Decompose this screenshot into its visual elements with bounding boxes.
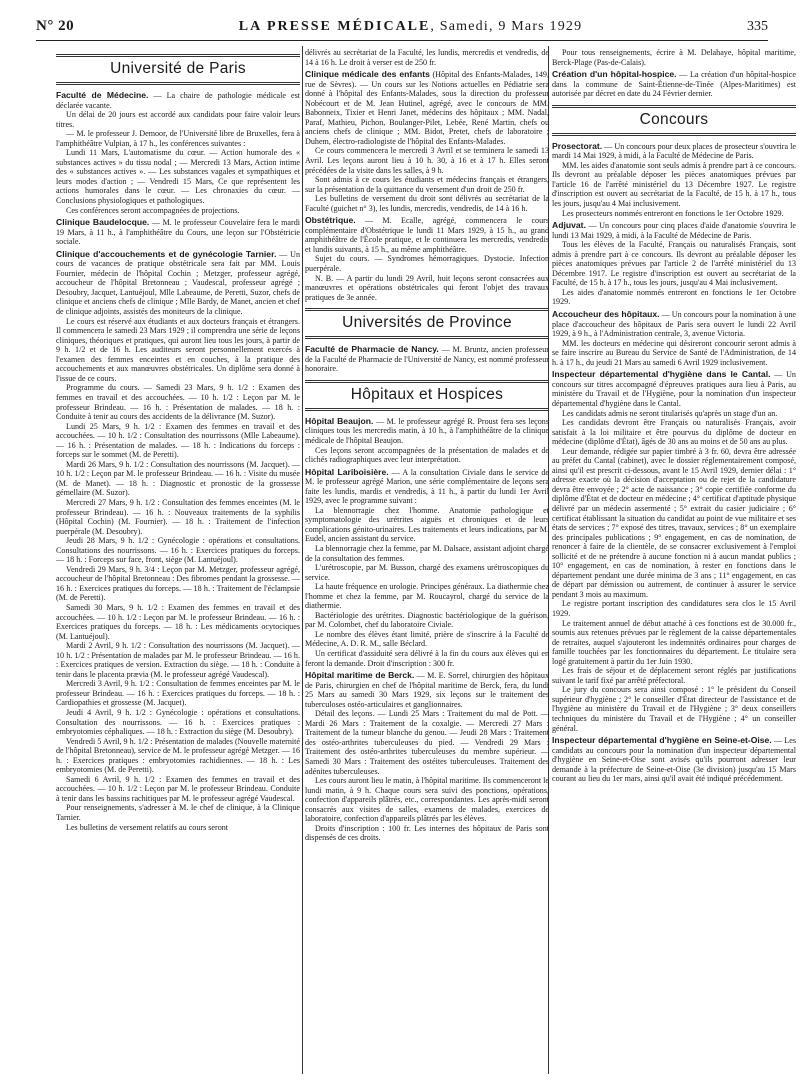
paragraph-text: Tous les élèves de la Faculté, Français ou naturalisés Français, sont admis à prendre part à ce concours. Ils devront au préalable déposer les pièces anatomiques prévues par l'article 2 de l'arrêté ministériel du 13 Décembre 1917. Le registre d'inscription est ouvert au secrétariat de la Faculté, de 15 h. à 17 h., tous les jours, jusqu'au 4 Mai inclusivement. [552,240,796,288]
paragraph [552,447,796,600]
paragraph [56,91,300,110]
paragraph [305,611,549,630]
paragraph-text: La blennorragie chez la femme, par M. Dalsace, assistant adjoint chargé de la consultation des femmes. [305,543,549,563]
paragraph-text: — M. Ecalle, agrégé, commencera le cours complémentaire d'Obstétrique le lundi 11 Mars 1929, à 15 h., au grand amphithéâtre de l'École pratique, et le continuera les mercredis, vendredis et lundis suivants, à 15 h., au même amphithéâtre. [305,216,549,254]
paragraph-text: N. B. — A partir du lundi 29 Avril, huit leçons seront consacrées aux manœuvres et opérations obstétricales qui feront l'objet des travaux pratiques de 3e année. [305,273,549,302]
paragraph-text: Le jury du concours sera ainsi composé : 1° le président du Conseil supérieur d'hygiène ; 2° le conseiller d'État directeur de l'assistance et de l'hygiène au ministère du Travail et de l'Hygiène ; 3° deux conseillers techniques du ministère du Travail et de l'Hygiène ; 4° un conseiller général. [552,685,796,733]
paragraph [56,383,300,421]
paragraph-text: MM. les aides d'anatomie sont seuls admis à prendre part à ce concours. Ils devront au préalable déposer les pièces anatomiques prévues par l'article 16 de l'arrêté ministériel du 13 Décembre 1927. Le registre d'inscription est ouvert au secrétariat de la Faculté, de 15 h. à 17 h., tous les jours, jusqu'au 4 Mai inclusivement. [552,160,796,209]
paragraph [56,250,300,317]
paragraph-text: — Un concours sur titres accompagné d'épreuves pratiques aura lieu à Paris, au ministère du Travail et de l'Hygiène, pour la nomination d'un inspecteur départemental d'hygiène dans le Cantal. [552,370,796,408]
paragraph-text: Vendredi 5 Avril, 9 h. 1/2 : Présentation de malades (Nouvelle maternité de l'hôpital Bretonneau), service de M. le professeur agrégé Metzger. — 16 h. : Exercices pratiques : embryotomies rachidiennes. — 18 h. : Les embryotomies (M. de Peretti). [56,736,300,775]
paragraph-text: — Les candidats au concours pour la nomination d'un inspecteur départemental d'hygiène en Seine-et-Oise sont avisés qu'ils pourront adresser leur demande à la préfecture de Seine-et-Oise (3e division) jusqu'au 15 Mars courant au lieu du 1er mars, ainsi qu'il avait été indiqué précédemment. [552,736,796,784]
paragraph-text: Mercredi 3 Avril, 9 h. 1/2 : Consultation de femmes enceintes par M. le professeur Brindeau. — 16 h. : Exercices pratiques du forceps. — 18 h. : Cardiopathies et grossesse (M. Jacquet). [56,679,300,708]
paragraph-text: — A la consultation Civiale dans le service de M. le professeur agrégé Marion, une série complémentaire de leçons sera faite les lundis, mardis et vendredis, à 11 h., à partir du lundi 1er Avril 1929, avec le programme suivant : [305,467,549,506]
paragraph [56,823,300,833]
paragraph [56,565,300,603]
paragraph [305,417,549,446]
column-3 [552,48,796,1076]
section-title-province: Universités de Province [305,308,549,339]
paragraph-text: Leur demande, rédigée sur papier timbré à 3 fr. 60, devra être adressée au préfet du Cantal (cabinet), avec le dossier réglementairement composé, ainsi qu'il est prescrit ci-dessous, avant le 15 Avril 1929, dernier délai : 1° adresse exacte où la décision d'acceptation ou de rejet de la candidature devra être envoyée ; 2° acte de naissance ; 3° copie certifiée conforme du diplôme d'État et de docteur en médecine ; 4° certificat d'aptitude physique délivré par un médecin assermenté ; 5° extrait du casier judiciaire ; 6° certificat établissant la situation du candidat au point de vue militaire et ses états de services ; 7° exposé des titres, travaux, services ; 8° un exemplaire des principales publications ; 9° engagement, en cas de nomination, de renoncer à faire de la clientèle, de se consacrer exclusivement à l'emploi sollicité et de ne prétendre à aucune fonction ni à aucun mandat publics ; 10° engagement, en cas de nomination, à rester en fonctions dans le département pendant une durée minima de 3 ans ; 11° engagement, en cas de départ par démission ou autrement, de continuer à assurer le service pendant 3 mois au maximum. [552,446,796,599]
section-title-hopitaux: Hôpitaux et Hospices [305,380,549,411]
header-rule [36,40,768,41]
paragraph-text: — Un concours pour cinq places d'aide d'anatomie s'ouvrira le lundi 13 Mai 1929, à midi, à la Faculté de Médecine de Paris. [552,221,796,240]
paragraph [56,498,300,536]
paragraph-text: (Hôpital des Enfants-Malades, 149, rue de Sèvres). — Un cours sur les Notions actuelles en Pédiatrie sera donné à l'hôpital des Enfants-Malades, sous la direction du professeur Nobécourt et de M. Jean Hutinel, agrégé, avec le concours de MM. Babonneix, Tixier et Henri Janet, médecins des hôpitaux ; MM. Nadal, Paraf, Mathieu, Pichon, Boulanger-Pilet, Lebée, René Martin, chefs ou anciens chefs de clinique ; MM. Bidot, Pretet, chefs de laboratoire ; Duhem, électro-radiologiste de l'hôpital des Enfants-Malades. [305,70,549,146]
paragraph [305,345,549,374]
paragraph-text: Programme du cours. — Samedi 23 Mars, 9 h. 1/2 : Examen des femmes en travail et des accouchées. — 10 h. 1/2 : Leçon par M. le professeur Brindeau. — 16 h. : Présentation de malades. — 18 h. : Conduite à tenir au cours des accidents de la délivrance (M. Suzor). [56,383,300,422]
paragraph [552,666,796,685]
paragraph [56,129,300,148]
paragraph [552,70,796,99]
paragraph-heading: Création d'un hôpital-hospice. [552,69,677,80]
paragraph-text: Bactériologie des urétrites. Diagnostic bactériologique de la guérison, par M. Colombet, chef du laboratoire Civiale. [305,610,549,630]
paragraph-heading: Adjuvat. [552,220,586,231]
paragraph-heading: Faculté de Pharmacie de Nancy. [305,344,439,355]
paragraph [56,775,300,804]
paragraph-heading: Clinique Baudelocque. [56,217,150,228]
paragraph [552,685,796,733]
paragraph-text: Lundi 11 Mars, L'automatisme du cœur. — Action humorale des « substances actives » du tissu nodal ; — Mercredi 13 Mars, Action intime des « substances actives ». — Les substances vagales et sympathiques et leurs modes d'action ; — Vendredi 15 Mars, Ce que représentent les actions humorales dans le cœur. — Les chronaxies du cœur. — Conclusions physiologiques et pathologiques. [56,148,300,206]
paragraph [56,218,300,247]
paragraph-heading: Inspecteur départemental d'hygiène dans le Cantal. [552,369,771,380]
paragraph-heading: Prosectorat. [552,140,603,151]
paragraph [552,48,796,67]
paragraph [552,339,796,368]
paragraph-text: Les bulletins de versement relatifs au cours seront [66,822,229,832]
paragraph-text: — Un concours pour deux places de prosecteur s'ouvrira le mardi 14 Mai 1929, à midi, à la Faculté de Médecine de Paris. [552,141,796,161]
paragraph [305,563,549,582]
page-header [36,18,768,40]
continued-paragraph: délivrés au secrétariat de la Faculté, les lundis, mercredis et vendredis, de 14 à 16 h. Le droit à verser est de 250 fr. [305,48,549,67]
col3-body-a [552,48,796,99]
paragraph-heading: Hôpital maritime de Berck. [305,670,415,681]
paragraph [305,776,549,824]
paragraph-text: Sont admis à ce cours les étudiants et médecins français et étrangers, sur la présentation de la quittance du versement d'un droit de 250 fr. [305,175,549,194]
paragraph-heading: Clinique d'accouchements et de gynécologie Tarnier. [56,248,277,259]
paragraph [552,736,796,784]
section-title-concours: Concours [552,105,796,136]
paragraph [305,671,549,709]
paragraph [552,619,796,667]
paragraph-text: — M. le professeur agrégé R. Proust fera ses leçons cliniques tous les mercredis matin, à 10 h., à l'amphithéâtre de la clinique médicale de l'hôpital Beaujon. [305,416,549,445]
paragraph [305,274,549,303]
paragraph [552,209,796,219]
issue-date: , Samedi, 9 Mars 1929 [430,19,583,34]
paragraph-text: Les cours auront lieu le matin, à l'hôpital maritime. Ils commenceront le lundi matin, à 9 h. Chaque cours sera suivi des ponctions, opérations, confection d'appareils plâtrés, etc., correspondantes. Les après-midi seront consacrés aux visites de salles, examens de malades, exercices de laboratoire, confection d'appareils plâtrés par les élèves. [305,776,549,824]
paragraph [552,221,796,240]
paragraph [305,146,549,175]
paragraph [305,709,549,776]
paragraph-text: Mardi 26 Mars, 9 h. 1/2 : Consultation des nourrissons (M. Jacquet). — 10 h. 1/2 : Leçon par M. le professeur Brindeau. — 16 h. : Visite du musée (M. de Manet). — 18 h. : Diagnostic et pronostic de la grossesse gémellaire (M. Suzor). [56,459,300,498]
paragraph [56,536,300,565]
paragraph-text: Mercredi 27 Mars, 9 h. 1/2 : Consultation des femmes enceintes (M. le professeur Brindeau). — 16 h. : Nouveaux traitements de la syphilis (Hôpital Cochin) (M. Fournier). — 18 h. : Traitement de l'infection puerpérale (M. Desoubry). [56,497,300,536]
paragraph [305,544,549,563]
paragraph [305,824,549,843]
paragraph-text: Pour renseignements, s'adresser à M. le chef de clinique, à la Clinique Tarnier. [56,803,300,823]
paragraph [56,460,300,498]
paragraph [56,317,300,384]
paragraph-text: Les frais de séjour et de déplacement seront réglés par justifications suivant le tarif fixé par arrêté préfectoral. [552,666,796,685]
paragraph-text: Droits d'inscription : 100 fr. Les internes des hôpitaux de Paris sont dispensés de ces droits. [305,823,549,843]
paragraph [56,679,300,708]
paragraph [552,310,796,339]
column-2 [305,48,549,1076]
paragraph-text: — M. le professeur J. Demoor, de l'Université libre de Bruxelles, fera à l'amphithéâtre Vulpian, à 17 h., les conférences suivantes : [56,129,300,148]
paragraph-text: La haute fréquence en urologie. Principes généraux. La diathermie chez l'homme et chez la femme, par M. Roucayrol, chargé du service de la diathermie. [305,582,549,611]
paragraph [305,506,549,544]
paragraph [56,737,300,775]
paragraph-text: Les bulletins de versement du droit sont délivrés au secrétariat de la Faculté (guichet n° 3), les lundis, mercredis, vendredis, de 14 à 16 h. [305,194,549,213]
paragraph [305,649,549,668]
paragraph-text: La blennorragie chez l'homme. Anatomie pathologique et symptomatologie des urétrites aiguës et chroniques et de leurs complications génito-urinaires. Les traitements et leurs indications, par M. Eudel, ancien assistant du service. [305,505,549,544]
paragraph [552,142,796,161]
paragraph [552,418,796,447]
paragraph-text: Ces conférences seront accompagnées de projections. [66,205,240,215]
paragraph-text: Lundi 25 Mars, 9 h. 1/2 : Examen des femmes en travail et des accouchées. — 10 h. 1/2 : Consultation des nourrissons (Mlle Labeaume). — 16 h. : Présentation de malades. — 18 h. : Indications du forceps : forceps sur le sommet (M. de Peretti). [56,421,300,460]
paragraph [552,161,796,209]
paragraph [56,206,300,216]
paragraph [56,641,300,679]
paragraph-text: Un délai de 20 jours est accordé aux candidats pour faire valoir leurs titres. [56,110,300,129]
paragraph-text: Le nombre des élèves étant limité, prière de s'inscrire à la Faculté de Médecine, A. D. R. M., salle Béclard. [305,629,549,649]
page-number: 335 [747,19,768,34]
paragraph-heading: Obstétrique. [305,215,356,226]
paragraph [56,110,300,129]
paragraph [56,148,300,205]
col2-body-c [305,417,549,843]
paragraph-text: Les candidats admis ne seront titularisés qu'après un stage d'un an. [562,408,778,418]
paragraph [305,70,549,146]
issue-number: N° 20 [36,18,75,34]
paragraph-text: — Un cours de vacances de pratique obstétricale sera fait par MM. Louis Fournier, médecin de l'hôpital Cochin ; Metzger, professeur agrégé, accoucheur de l'hôpital Bretonneau ; Vaudescal, professeur agrégé ; Desoubry, Jacquet, Lantuéjoul, Mlle Labeaume, de Peretti, Suzor, chefs de clinique et anciens chefs de clinique ; Mlle Bardy, de Manet, ancien et chef de clinique adjoints, assistés des moniteurs de la clinique. [56,249,300,317]
paragraph-text: Le cours est réservé aux étudiants et aux docteurs français et étrangers. Il commencera le samedi 23 Mars 1929 ; il comprendra une série de leçons cliniques, théoriques et pratiques, qui auront lieu tous les jours, à partir de 9 h. 1/2 et de 16 h. Les auditeurs seront personnellement exercés à l'examen des femmes enceintes et en couches, à la pratique des accouchements et aux manœuvres obstétricales. Un diplôme sera donné à l'issue de ce cours. [56,316,300,383]
paragraph-text: — M. le professeur Couvelaire fera le mardi 19 Mars, à 11 h., à l'amphithéâtre du Cours, une leçon sur l'Obstétricie sociale. [56,218,300,247]
paragraph-text: Samedi 30 Mars, 9 h. 1/2 : Examen des femmes en travail et des accouchées. — 10 h. 1/2 : Leçon par M. le professeur Brindeau. — 16 h. : Exercices pratiques du forceps. — 18 h. : Les médicaments ocytociques (M. Lantuéjoul). [56,602,300,641]
paragraph [552,370,796,408]
paragraph-text: Le registre portant inscription des candidatures sera clos le 15 Avril 1929. [552,599,796,618]
paragraph [552,288,796,307]
col2-body-b [305,345,549,374]
column-divider [302,46,303,1074]
col1-body [56,91,300,832]
paragraph-heading: Hôpital Lariboisière. [305,466,389,477]
paragraph-text: MM. les docteurs en médecine qui désireront concourir seront admis à se faire inscrire au Bureau du Service de Santé de l'Administration, de 14 h. à 17 h., du jeudi 21 Mars au samedi 6 Avril 1929 inclusivement. [552,338,796,367]
paragraph-text: — La chaire de pathologie médicale est déclarée vacante. [56,91,300,110]
col3-body-b [552,142,796,784]
paragraph [305,216,549,254]
paragraph [305,175,549,194]
paragraph [305,254,549,273]
paragraph-text: Jeudi 28 Mars, 9 h. 1/2 : Gynécologie : opérations et consultations. Consultations des nourrissons. — 16 h. : Exercices pratiques du forceps. — 18 h. : Forceps sur face, front, siège (M. Lantuéjoul). [56,536,300,565]
column-1 [56,48,300,1076]
paragraph-text: L'urétroscopie, par M. Busson, chargé des examens urétroscopiques du service. [305,563,549,582]
paragraph-text: — Un concours pour la nomination à une place d'accoucheur des hôpitaux de Paris sera ouvert le lundi 22 Avril 1929, à 9 h., à l'Administration centrale, 3, avenue Victoria. [552,310,796,339]
paragraph-text: Jeudi 4 Avril, 9 h. 1/2 : Gynécologie : opérations et consultations. Consultation des nourrissons. — 16 h. : Exercices pratiques : embryotomies céphaliques. — 18 h. : Extraction du siège (M. Desoubry). [56,708,300,737]
paragraph-text: Mardi 2 Avril, 9 h. 1/2 : Consultation des nourrissons (M. Jacquet). — 10 h. 1/2 : Présentation de malades par M. le professeur Brindeau. — 16 h. : Exercices pratiques de version. Extraction du siège. — 18 h. : Conduite à tenir dans le placenta prævia (M. le professeur agrégé Vaudescal). [56,641,300,679]
paragraph-text: Détail des leçons. — Lundi 25 Mars : Traitement du mal de Pott. — Mardi 26 Mars : Traitement de la coxalgie. — Mercredi 27 Mars : Traitement de la tumeur blanche du genou. — Jeudi 28 Mars : Traitement des ostéo-arthrites tuberculeuses du pied. — Vendredi 29 Mars : Traitement des ostéo-arthrites tuberculeuses du membre supérieur. — Samedi 30 Mars : Traitement des ostéites tuberculeuses. Traitement des adénites tuberculeuses. [305,709,549,776]
paragraph-text: Un certificat d'assiduité sera délivré à la fin du cours aux élèves qui en feront la demande. Droit d'inscription : 300 fr. [305,648,549,668]
paragraph-text: Le traitement annuel de début attaché à ces fonctions est de 30.000 fr., soumis aux retenues prévues par le règlement de la caisse départementales de retraites, auquel s'ajouteront les indemnités ordinaires pour charges de famille touchées par les fonctionnaires du département. Le titulaire sera logé gratuitement à partir du 1er Juin 1930. [552,618,796,666]
paragraph-heading: Hôpital Beaujon. [305,415,374,426]
paragraph-text: Samedi 6 Avril, 9 h. 1/2 : Examen des femmes en travail et des accouchées. — 10 h. 1/2 : Leçon par M. le professeur Brindeau. Conduite à tenir dans les bassins rachitiques par M. le professeur agrégé Vaudescal. [56,774,300,803]
paragraph-text: Les prosecteurs nommés entreront en fonctions le 1er Octobre 1929. [562,208,784,218]
section-title-universite-paris: Université de Paris [56,54,300,85]
paragraph-text: Les aides d'anatomie nommés entreront en fonctions le 1er Octobre 1929. [552,287,796,307]
paragraph-text: — M. Bruntz, ancien professeur de la Faculté de Pharmacie de l'Université de Nancy, est nommé professeur honoraire. [305,345,549,374]
paragraph [552,409,796,419]
paragraph-heading: Inspecteur départemental d'hygiène en Seine-et-Oise. [552,735,772,746]
paragraph-heading: Accoucheur des hôpitaux. [552,309,660,320]
paragraph-text: Pour tous renseignements, écrire à M. Delahaye, hôpital maritime, Berck-Plage (Pas-de-Calais). [552,48,796,67]
paragraph [56,422,300,460]
paragraph-text: Ce cours commencera le mercredi 3 Avril et se terminera le samedi 13 Avril. Les leçons auront lieu à 10 h. 30, à 16 et à 17 h. Elles seront précédées de la visite dans les salles, à 9 h. [305,146,549,175]
paragraph [56,708,300,737]
journal-name: LA PRESSE MÉDICALE [238,19,431,34]
paragraph-text: Ces leçons seront accompagnées de la présentation de malades et de clichés radiographiques avec leur interprétation. [305,445,549,465]
paragraph-text: — M. E. Sorrel, chirurgien des hôpitaux de Paris, chirurgien en chef de l'hôpital maritime de Berck, fera, du lundi 25 Mars au samedi 30 Mars 1929, six leçons sur le traitement des tuberculoses ostéo-articulaires et ganglionnaires. [305,671,549,709]
paragraph-heading: Clinique médicale des enfants [305,69,430,80]
paragraph [305,468,549,506]
paragraph [552,599,796,618]
paragraph [56,803,300,822]
paragraph-text: — La création d'un hôpital-hospice dans la commune de Saint-Étienne-de-Tinée (Alpes-Maritimes) est autorisée par décret en date du 24 Février dernier. [552,70,796,99]
paragraph [305,582,549,611]
paragraph [305,194,549,213]
journal-title-line [239,19,583,35]
paragraph-text: Les candidats devront être Français ou naturalisés Français, avoir satisfait à la loi militaire et être pourvus du diplôme de docteur en médecine (diplôme d'État), âgés de 30 ans au moins et de 50 ans au plus. [552,418,796,447]
paragraph [305,446,549,465]
paragraph-text: Vendredi 29 Mars, 9 h. 3/4 : Leçon par M. Metzger, professeur agrégé, accoucheur de l'hôpital Bretonneau : Des fibromes pendant la grossesse. — 16 h. : Exercices pratiques du forceps. — 18 h. : Traitement de l'éclampsie (M. de Peretti). [56,564,300,603]
paragraph [305,630,549,649]
paragraph-text: Sujet du cours. — Syndromes hémorragiques. Dystocie. Infection puerpérale. [305,254,549,274]
col2-body-a [305,70,549,302]
paragraph-heading: Faculté de Médecine. [56,90,149,100]
paragraph [552,240,796,288]
paragraph [56,603,300,641]
